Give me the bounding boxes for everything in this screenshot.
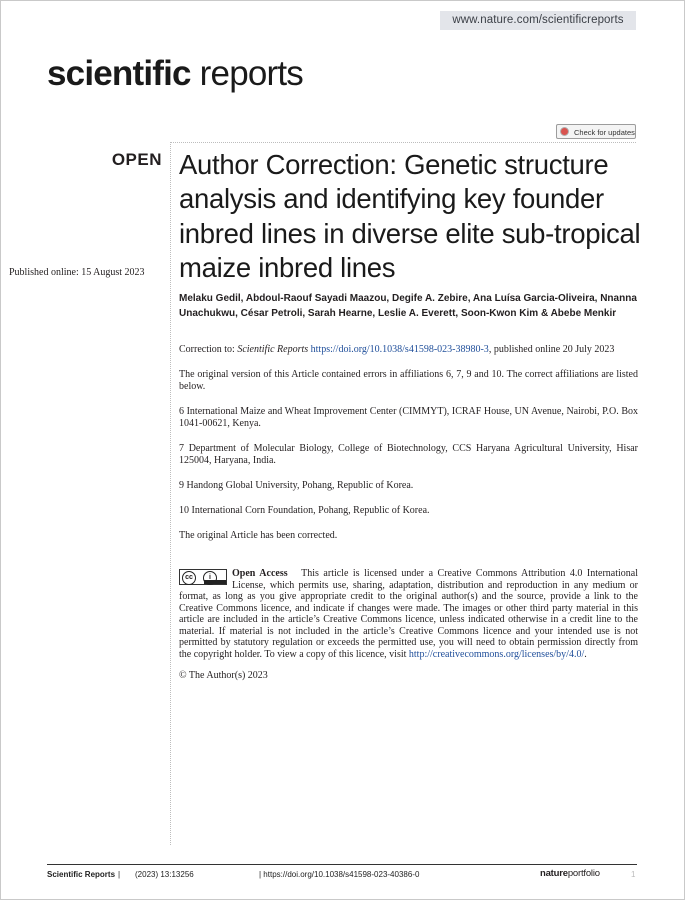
published-date: Published online: 15 August 2023 xyxy=(9,267,145,278)
correction-journal: Scientific Reports xyxy=(237,344,309,355)
article-title: Author Correction: Genetic structure analysis and identifying key founder inbred lines in diverse elite sub-tropical maize inbred lines xyxy=(179,149,641,284)
affiliation-6-text: 6 International Maize and Wheat Improvement Center (CIMMYT), ICRAF House, UN Avenue, Nairobi, P.O. Box 1041-00621, Kenya. xyxy=(179,406,638,429)
by-icon: i xyxy=(203,571,217,585)
footer-rule xyxy=(47,864,637,865)
license-heading: Open Access xyxy=(232,568,288,579)
footer-doi[interactable]: | https://doi.org/10.1038/s41598-023-40386-0 xyxy=(259,870,420,879)
copyright-text: © The Author(s) 2023 xyxy=(179,670,268,681)
page-number: 1 xyxy=(631,870,636,879)
copyright xyxy=(179,670,638,682)
affiliation-7 xyxy=(179,443,638,466)
publisher-light: portfolio xyxy=(567,868,600,879)
correction-note xyxy=(179,344,638,356)
check-for-updates-button[interactable] xyxy=(556,124,636,139)
license-text: This article is licensed under a Creative Commons Attribution 4.0 International License, which permits use, sharing, adaptation, distribution and reproduction in any medium or format, as long as you give appropriate credit to the original author(s) and the source, provide a link to the Creative Commons licence, and indicate if changes were made. The images or other third party material in this article are included in the article’s Creative Commons licence, unless indicated otherwise in a credit line to the material. If material is not included in the article’s Creative Commons licence and your intended use is not permitted by statutory regulation or exceeds the permitted use, you will need to obtain permission directly from the copyright holder. To view a copy of this licence, visit xyxy=(179,568,639,660)
intro-text: The original version of this Article contained errors in affiliations 6, 7, 9 and 10. The correct affiliations are listed below. xyxy=(179,369,638,392)
footer-separator: | xyxy=(118,870,121,879)
license-link[interactable]: http://creativecommons.org/licenses/by/4.0/ xyxy=(408,648,585,660)
affiliation-9-text: 9 Handong Global University, Pohang, Republic of Korea. xyxy=(179,480,414,491)
journal-logo[interactable] xyxy=(47,54,303,94)
closing-text: The original Article has been corrected. xyxy=(179,530,338,541)
cc-badge-space xyxy=(179,568,232,585)
top-divider xyxy=(170,142,636,143)
affiliation-10-text: 10 International Corn Foundation, Pohang, Republic of Korea. xyxy=(179,505,430,516)
publisher-bold: nature xyxy=(540,868,568,879)
journal-url[interactable]: www.nature.com/scientificreports xyxy=(440,11,636,30)
affiliation-10 xyxy=(179,505,638,517)
closing-paragraph xyxy=(179,530,638,542)
license-end: . xyxy=(584,648,587,660)
open-access-tag: OPEN xyxy=(111,150,162,169)
logo-light: reports xyxy=(199,54,304,93)
column-divider xyxy=(170,142,171,845)
correction-suffix: , published online 20 July 2023 xyxy=(488,344,615,355)
footer-journal: Scientific Reports xyxy=(47,870,116,879)
license-statement xyxy=(179,568,638,660)
affiliation-6 xyxy=(179,406,638,429)
crossmark-icon xyxy=(560,127,569,136)
affiliation-9 xyxy=(179,480,638,492)
nature-portfolio-logo xyxy=(540,868,600,879)
affiliation-7-text: 7 Department of Molecular Biology, College of Biotechnology, CCS Haryana Agricultural University, Hisar 125004, Haryana, India. xyxy=(179,443,638,466)
logo-bold: scientific xyxy=(47,54,191,93)
footer-citation: (2023) 13:13256 xyxy=(135,870,194,879)
correction-prefix: Correction to: xyxy=(179,344,238,355)
author-list: Melaku Gedil, Abdoul‑Raouf Sayadi Maazou, Degife A. Zebire, Ana Luísa Garcia‑Oliveira, Nnanna Unachukwu, César Petroli, Sarah Hearne, Leslie A. Everett, Soon‑Kwon Kim & Abebe Menkir xyxy=(179,293,637,319)
check-updates-label: Check for updates xyxy=(574,128,635,137)
intro-paragraph xyxy=(179,369,638,392)
cc-icon: cc xyxy=(182,571,196,585)
original-article-doi-link[interactable]: https://doi.org/10.1038/s41598-023-38980-3 xyxy=(310,344,489,355)
